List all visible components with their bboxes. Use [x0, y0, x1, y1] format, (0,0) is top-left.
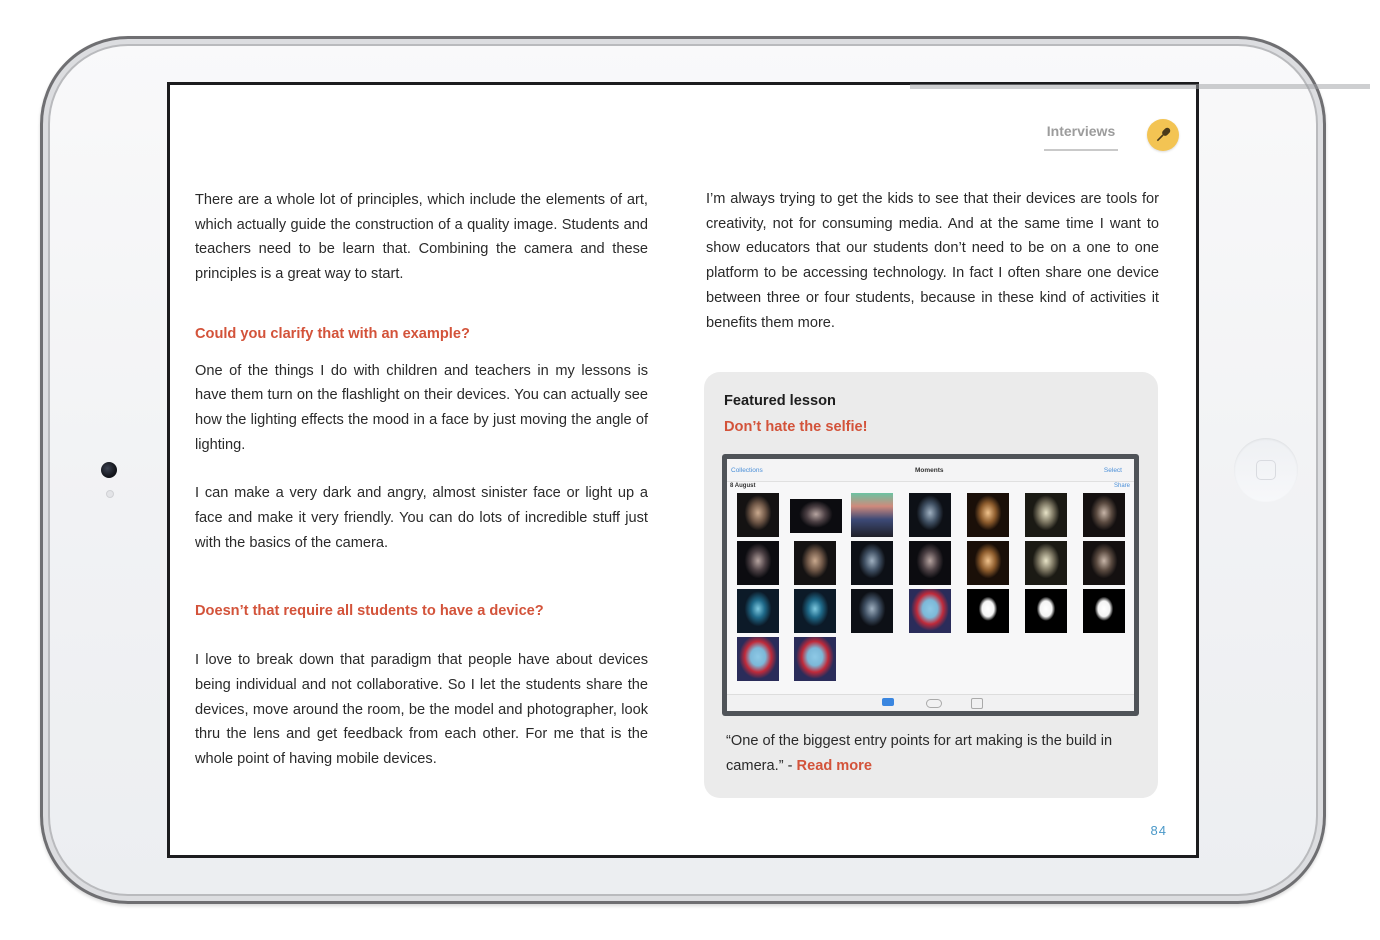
microphone-button[interactable]: [1147, 119, 1179, 151]
intro-paragraph: There are a whole lot of principles, which include the elements of art, which actually guide the construction of a quality image. Students and teachers need to be learn that. Combining the camera and these principles is a great way to start.: [195, 192, 648, 283]
lesson-screenshot[interactable]: [722, 454, 1139, 716]
screen: [167, 82, 1199, 858]
photo-thumbnail[interactable]: [737, 493, 779, 537]
microphone-icon: [1153, 125, 1173, 145]
left-column: [195, 188, 648, 772]
answer-2-paragraph: I love to break down that paradigm that people have about devices being individual and not collaborative. So I let the students share the devices, move around the room, be the model and photographer, look thru the lens and get feedback from each other. For me that is the whole point of having mobile devices.: [195, 652, 648, 767]
question-2: Doesn’t that require all students to have a device?: [195, 603, 544, 620]
quote-text: “One of the biggest entry points for art making is the build in camera.” -: [726, 733, 1113, 774]
screenshot-tab-bar: [727, 694, 1134, 711]
read-more-link[interactable]: Read more: [796, 758, 872, 774]
photo-thumbnail[interactable]: [1025, 493, 1067, 537]
screenshot-date-1: 8 August: [730, 483, 756, 489]
front-camera: [101, 462, 117, 478]
photo-thumbnail[interactable]: [794, 589, 836, 633]
photos-tab-icon: [882, 698, 894, 706]
screenshot-nav-bar: [727, 459, 1134, 482]
light-sensor: [106, 490, 114, 498]
photo-thumbnail[interactable]: [909, 589, 951, 633]
featured-label: Featured lesson: [724, 393, 836, 409]
featured-title[interactable]: Don’t hate the selfie!: [724, 419, 868, 435]
photo-thumbnail[interactable]: [909, 541, 951, 585]
photo-thumbnail[interactable]: [1025, 541, 1067, 585]
home-button[interactable]: [1234, 438, 1298, 502]
photo-thumbnail[interactable]: [851, 589, 893, 633]
screenshot-back-label: Collections: [731, 467, 763, 474]
featured-lesson-card[interactable]: [704, 372, 1158, 798]
featured-quote: [726, 729, 1146, 779]
albums-tab-icon: [971, 698, 983, 709]
question-1: Could you clarify that with an example?: [195, 325, 470, 342]
home-square-icon: [1256, 460, 1276, 480]
photo-thumbnail[interactable]: [1083, 493, 1125, 537]
photo-thumbnail[interactable]: [967, 589, 1009, 633]
right-column: [706, 187, 1159, 335]
photo-thumbnail[interactable]: [851, 541, 893, 585]
photo-thumbnail[interactable]: [909, 493, 951, 537]
photo-thumbnail[interactable]: [851, 493, 893, 537]
photo-thumbnail[interactable]: [737, 589, 779, 633]
photo-thumbnail[interactable]: [1083, 589, 1125, 633]
photo-thumbnail[interactable]: [794, 541, 836, 585]
photo-thumbnail[interactable]: [1083, 541, 1125, 585]
photo-thumbnail[interactable]: [1025, 589, 1067, 633]
page-number: 84: [1150, 823, 1167, 838]
shared-tab-icon: [926, 699, 942, 708]
photo-thumbnail[interactable]: [790, 499, 842, 533]
screen-glare: [910, 84, 1370, 89]
answer-1-paragraph-1: One of the things I do with children and teachers in my lessons is have them turn on the flashlight on their devices. You can actually see how the lighting effects the mood in a face by just moving the angle of lighting.: [195, 362, 648, 453]
photo-thumbnail[interactable]: [967, 493, 1009, 537]
screenshot-header: Moments: [915, 467, 944, 474]
photo-thumbnail[interactable]: [737, 637, 779, 681]
screenshot-select-label: Select: [1103, 467, 1122, 474]
screenshot-photos-app: [727, 459, 1134, 711]
photo-thumbnail[interactable]: [967, 541, 1009, 585]
right-intro-paragraph: I’m always trying to get the kids to see that their devices are tools for creativity, not for consuming media. And at the same time I want to show educators that our students don’t need to be on a one to one platform to be accessing technology. In fact I often share one device between three or four students, because in these kind of activities it benefits them more.: [706, 191, 1159, 331]
tab-interviews[interactable]: Interviews: [1044, 121, 1118, 151]
photo-thumbnail[interactable]: [737, 541, 779, 585]
screenshot-share-1: Share: [1113, 483, 1130, 489]
answer-1-paragraph-2: I can make a very dark and angry, almost sinister face or light up a face and make it very friendly. You can do lots of incredible stuff just with the basics of the camera.: [195, 485, 648, 551]
photo-thumbnail[interactable]: [794, 637, 836, 681]
